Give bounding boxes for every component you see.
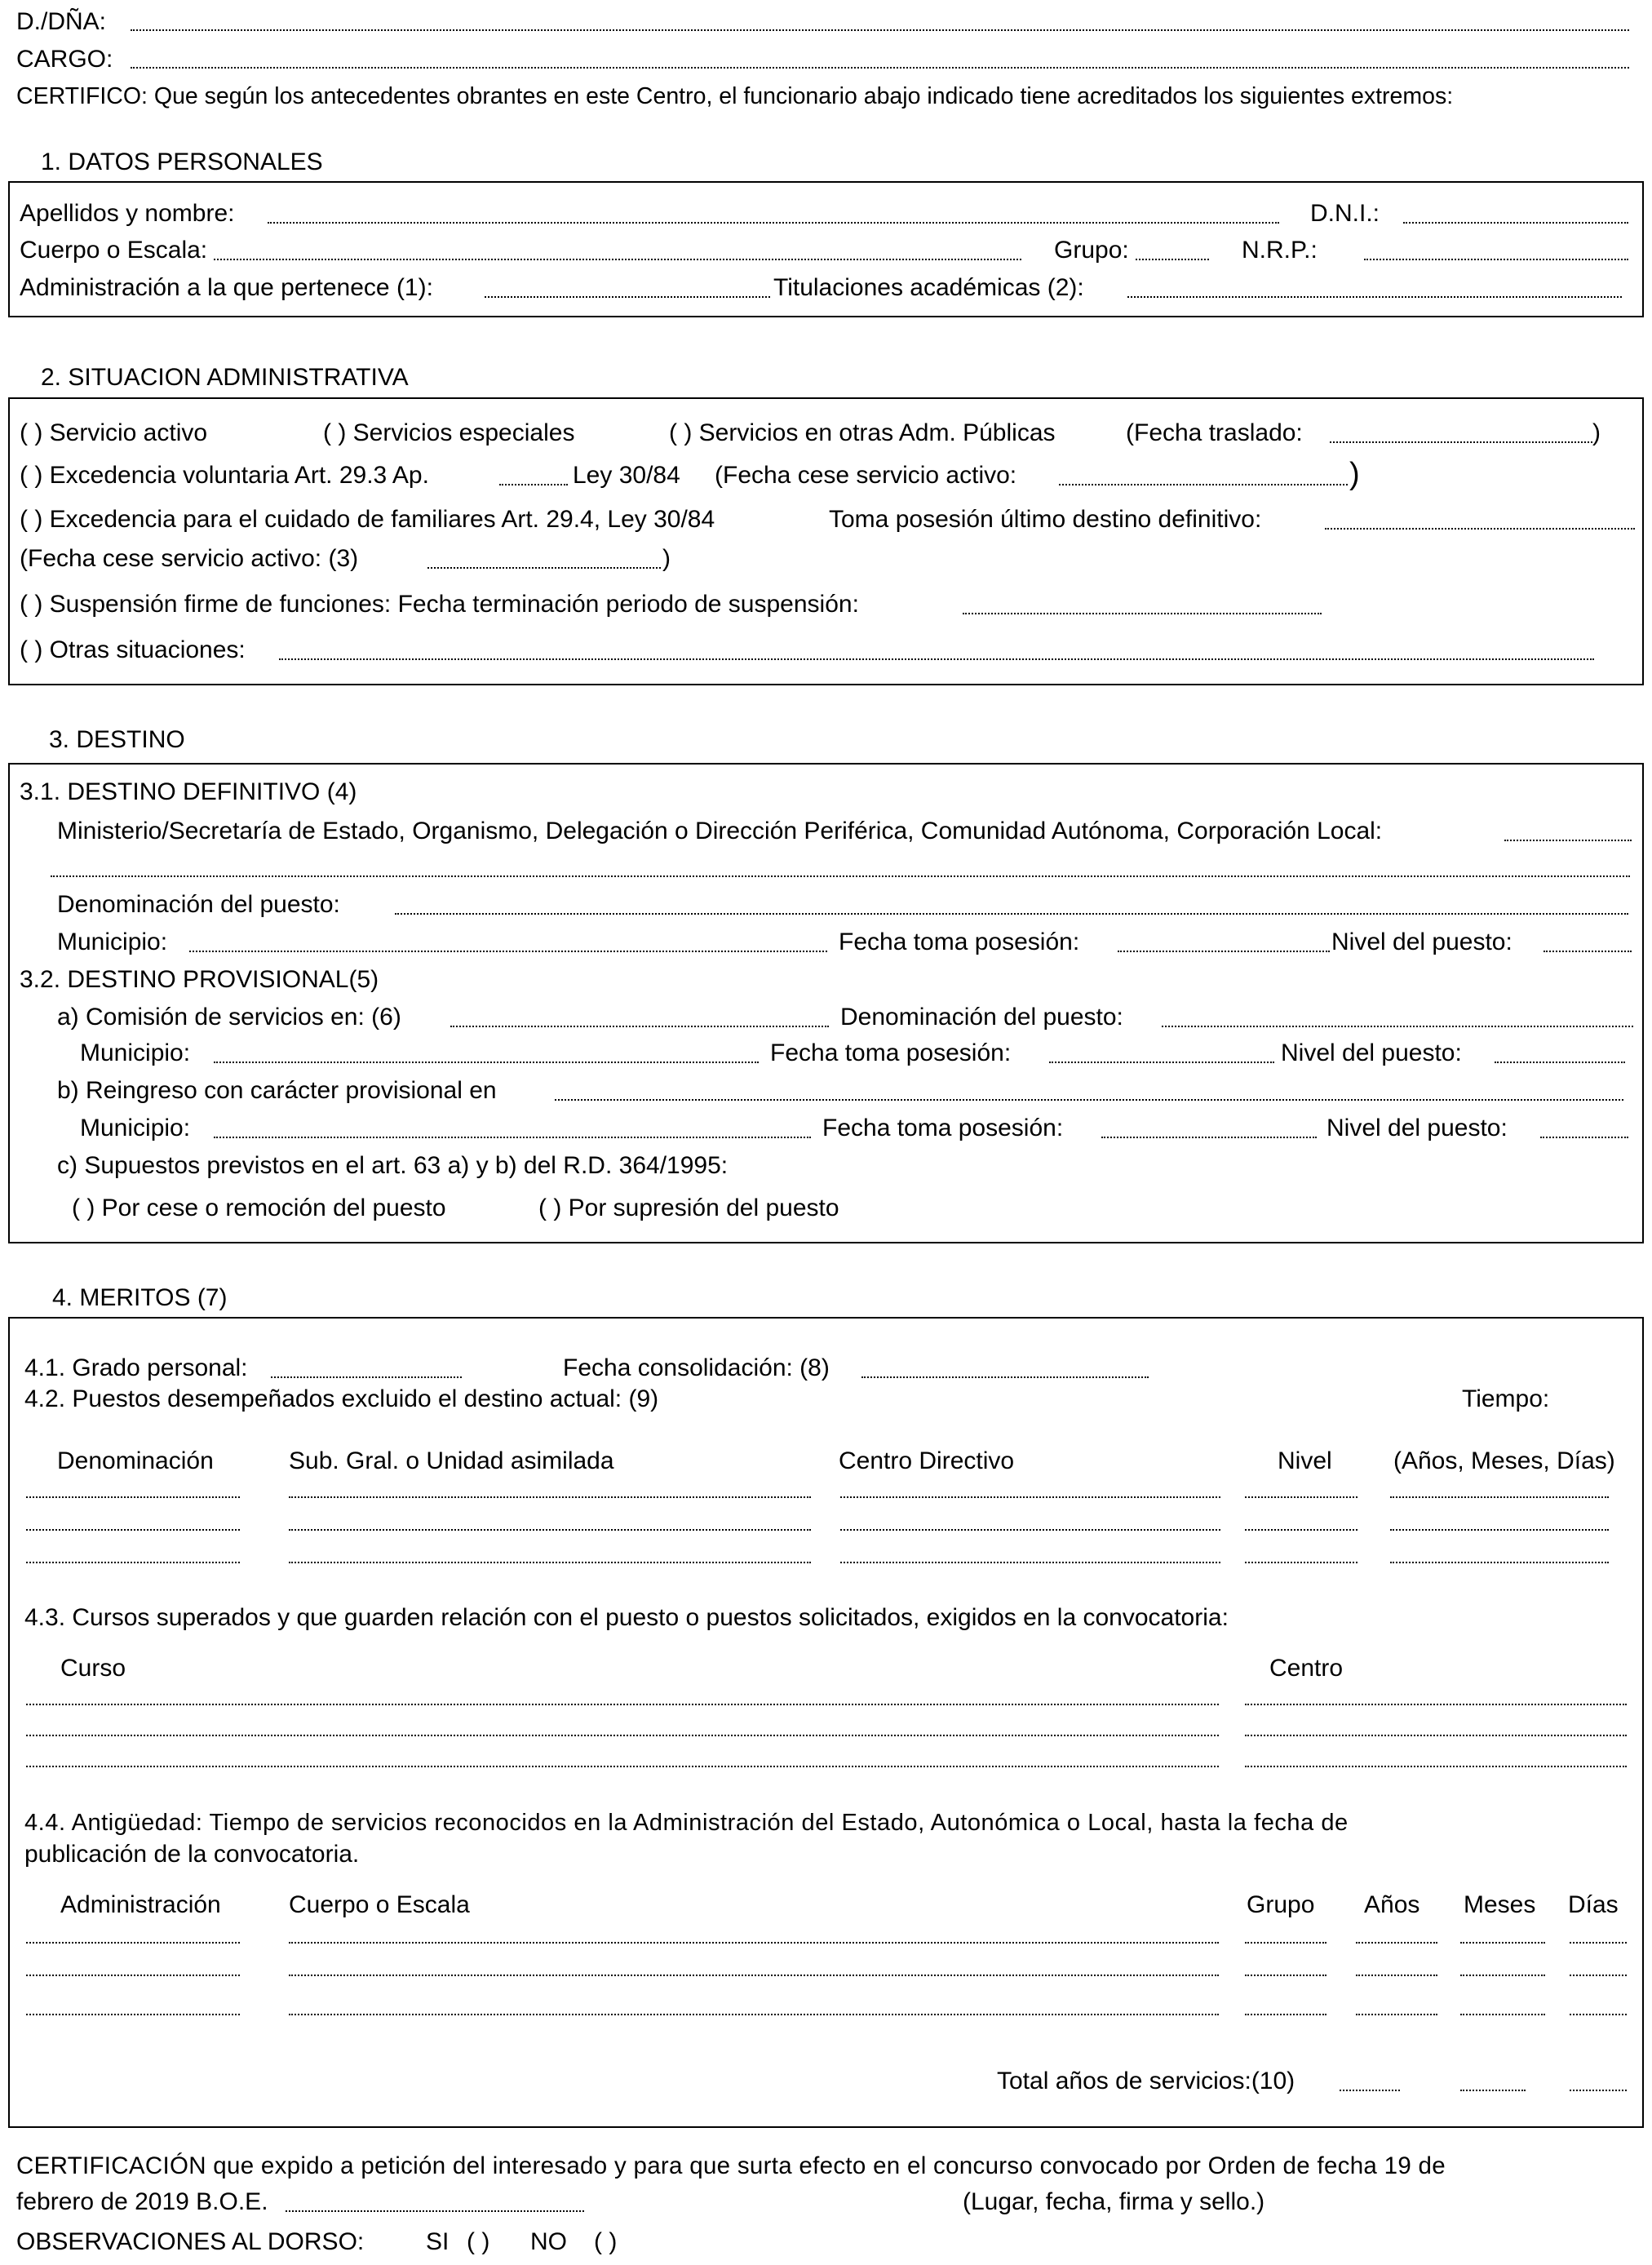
destino-provisional-title: 3.2. DESTINO PROVISIONAL(5) — [20, 966, 379, 993]
antig-cell-r1-c6[interactable] — [1570, 1942, 1627, 1944]
certificacion-line1: CERTIFICACIÓN que expido a petición del interesado y para que surta efecto en el concurso convocado por Orden de fecha 19 de — [16, 2152, 1446, 2179]
section-3-title: 3. DESTINO — [49, 726, 185, 753]
antig-cell-r3-c3[interactable] — [1245, 2014, 1326, 2015]
servicios-otras-option[interactable]: ( ) Servicios en otras Adm. Públicas — [669, 419, 1056, 446]
apellidos-label: Apellidos y nombre: — [20, 200, 235, 227]
col-anios: Años — [1364, 1891, 1420, 1918]
comision-municipio-field[interactable] — [214, 1062, 759, 1063]
otras-situaciones-field[interactable] — [279, 658, 1594, 660]
fecha-consolidacion-field[interactable] — [861, 1376, 1149, 1378]
antig-cell-r3-c2[interactable] — [289, 2014, 1219, 2015]
antig-cell-r2-c3[interactable] — [1245, 1975, 1326, 1976]
si-checkbox[interactable]: ( ) — [467, 2228, 490, 2255]
col-dias: Días — [1568, 1891, 1619, 1918]
titulaciones-label: Titulaciones académicas (2): — [773, 274, 1084, 301]
fecha-cese-3-label: (Fecha cese servicio activo: (3) — [20, 545, 359, 572]
tiempo-label: Tiempo: — [1462, 1385, 1550, 1412]
certifico-text: CERTIFICO: Que según los antecedentes obrantes en este Centro, el funcionario abajo indicado tiene acreditados los siguientes extremos: — [16, 83, 1454, 109]
destino-definitivo-title: 3.1. DESTINO DEFINITIVO (4) — [20, 778, 357, 805]
excedencia-cuidado-option[interactable]: ( ) Excedencia para el cuidado de familiares Art. 29.4, Ley 30/84 — [20, 506, 715, 533]
antig-cell-r1-c1[interactable] — [26, 1942, 240, 1944]
fecha-consolidacion-label: Fecha consolidación: (8) — [563, 1354, 830, 1381]
comision-fecha-field[interactable] — [1049, 1062, 1274, 1063]
antig-cell-r2-c5[interactable] — [1460, 1975, 1545, 1976]
section-4-title: 4. MERITOS (7) — [52, 1284, 228, 1311]
puestos-cell-r1-c2[interactable] — [289, 1496, 811, 1498]
antig-cell-r2-c4[interactable] — [1356, 1975, 1437, 1976]
supuestos-label: c) Supuestos previstos en el art. 63 a) y b) del R.D. 364/1995: — [57, 1152, 729, 1179]
fecha-cese-field[interactable] — [1059, 484, 1348, 485]
section-4-box — [8, 1317, 1644, 2128]
otras-situaciones-option[interactable]: ( ) Otras situaciones: — [20, 636, 246, 663]
toma-posesion-field[interactable] — [1325, 528, 1635, 530]
reingreso-fecha-field[interactable] — [1101, 1137, 1317, 1138]
total-meses-field[interactable] — [1460, 2090, 1526, 2091]
reingreso-field[interactable] — [555, 1099, 1623, 1101]
grupo-label: Grupo: — [1054, 237, 1129, 264]
apellidos-field[interactable] — [268, 222, 1279, 224]
lugar-fecha-firma: (Lugar, fecha, firma y sello.) — [963, 2188, 1265, 2215]
nrp-field[interactable] — [1364, 259, 1628, 260]
col-administracion: Administración — [60, 1891, 221, 1918]
antig-cell-r1-c4[interactable] — [1356, 1942, 1437, 1944]
grado-label: 4.1. Grado personal: — [24, 1354, 248, 1381]
administracion-label: Administración a la que pertenece (1): — [20, 274, 433, 301]
fecha-traslado-close: ) — [1592, 419, 1601, 446]
grado-field[interactable] — [271, 1376, 462, 1378]
comision-fecha-label: Fecha toma posesión: — [770, 1039, 1012, 1066]
toma-posesion-label: Toma posesión último destino definitivo: — [829, 506, 1262, 533]
antig-cell-r2-c6[interactable] — [1570, 1975, 1627, 1976]
antig-cell-r3-c4[interactable] — [1356, 2014, 1437, 2015]
col-cuerpo: Cuerpo o Escala — [289, 1891, 470, 1918]
comision-denominacion-label: Denominación del puesto: — [840, 1004, 1123, 1031]
cursos-cell-r1-c1[interactable] — [26, 1704, 1219, 1705]
puestos-cell-r1-c4[interactable] — [1245, 1496, 1357, 1498]
puestos-cell-r1-c5[interactable] — [1390, 1496, 1609, 1498]
suspension-field[interactable] — [963, 613, 1322, 614]
puestos-cell-r3-c2[interactable] — [289, 1562, 811, 1563]
fecha-toma-label: Fecha toma posesión: — [839, 929, 1080, 955]
col-denominacion: Denominación — [57, 1447, 214, 1474]
supresion-option[interactable]: ( ) Por supresión del puesto — [538, 1195, 839, 1221]
puestos-cell-r3-c3[interactable] — [840, 1562, 1220, 1563]
antig-cell-r2-c2[interactable] — [289, 1975, 1219, 1976]
section-1-title: 1. DATOS PERSONALES — [41, 148, 323, 175]
nivel-label: Nivel del puesto: — [1331, 929, 1512, 955]
nivel-field[interactable] — [1543, 951, 1632, 952]
reingreso-nivel-field[interactable] — [1540, 1137, 1628, 1138]
puestos-cell-r1-c1[interactable] — [26, 1496, 240, 1498]
cursos-cell-r3-c2[interactable] — [1245, 1766, 1627, 1767]
nrp-label: N.R.P.: — [1242, 237, 1318, 264]
total-label: Total años de servicios:(10) — [997, 2068, 1295, 2094]
fecha-toma-field[interactable] — [1118, 951, 1330, 952]
fecha-cese-label: (Fecha cese servicio activo: — [715, 462, 1017, 489]
reingreso-nivel-label: Nivel del puesto: — [1326, 1115, 1508, 1141]
cursos-label: 4.3. Cursos superados y que guarden relación con el puesto o puestos solicitados, exigidos en la convocatoria: — [24, 1604, 1229, 1631]
comision-label: a) Comisión de servicios en: (6) — [57, 1004, 401, 1031]
comision-nivel-field[interactable] — [1495, 1062, 1625, 1063]
antig-cell-r2-c1[interactable] — [26, 1975, 240, 1976]
ministerio-label: Ministerio/Secretaría de Estado, Organismo, Delegación o Dirección Periférica, Comunidad Autónoma, Corporación Local: — [57, 818, 1383, 844]
comision-field[interactable] — [450, 1026, 829, 1027]
no-checkbox[interactable]: ( ) — [594, 2228, 618, 2255]
comision-denominacion-field[interactable] — [1162, 1026, 1633, 1027]
puestos-cell-r2-c4[interactable] — [1245, 1529, 1357, 1531]
puestos-cell-r3-c5[interactable] — [1390, 1562, 1609, 1563]
puestos-cell-r2-c2[interactable] — [289, 1529, 811, 1531]
col-grupo: Grupo — [1247, 1891, 1315, 1918]
reingreso-fecha-label: Fecha toma posesión: — [822, 1115, 1064, 1141]
dna-field[interactable] — [131, 29, 1629, 31]
puestos-label: 4.2. Puestos desempeñados excluido el destino actual: (9) — [24, 1385, 659, 1412]
servicio-activo-option[interactable]: ( ) Servicio activo — [20, 419, 208, 446]
si-label: SI — [426, 2228, 450, 2255]
puestos-cell-r2-c3[interactable] — [840, 1529, 1220, 1531]
antig-cell-r1-c3[interactable] — [1245, 1942, 1326, 1944]
col-centro-directivo: Centro Directivo — [839, 1447, 1015, 1474]
dni-label: D.N.I.: — [1310, 200, 1380, 227]
puestos-cell-r3-c1[interactable] — [26, 1562, 240, 1563]
reingreso-municipio-label: Municipio: — [80, 1115, 191, 1141]
col-amd: (Años, Meses, Días) — [1393, 1447, 1615, 1474]
antig-cell-r3-c1[interactable] — [26, 2014, 240, 2015]
boe-field[interactable] — [286, 2210, 584, 2212]
municipio-field[interactable] — [189, 951, 827, 952]
cargo-label: CARGO: — [16, 46, 113, 73]
col-curso: Curso — [60, 1655, 126, 1682]
servicios-especiales-option[interactable]: ( ) Servicios especiales — [323, 419, 575, 446]
antiguedad-line2: publicación de la convocatoria. — [24, 1841, 360, 1868]
cursos-cell-r1-c2[interactable] — [1245, 1704, 1627, 1705]
puestos-cell-r3-c4[interactable] — [1245, 1562, 1357, 1563]
reingreso-municipio-field[interactable] — [214, 1137, 811, 1138]
fecha-traslado-field[interactable] — [1330, 441, 1592, 443]
comision-municipio-label: Municipio: — [80, 1039, 191, 1066]
puestos-cell-r2-c5[interactable] — [1390, 1529, 1609, 1531]
ministerio-field[interactable] — [1504, 840, 1632, 841]
suspension-option[interactable]: ( ) Suspensión firme de funciones: Fecha terminación periodo de suspensión: — [20, 591, 859, 618]
apartado-field[interactable] — [499, 484, 568, 485]
antig-cell-r3-c6[interactable] — [1570, 2014, 1627, 2015]
antig-cell-r3-c5[interactable] — [1460, 2014, 1545, 2015]
certificacion-line2: febrero de 2019 B.O.E. — [16, 2188, 268, 2215]
fecha-cese-close: ) — [1349, 457, 1360, 491]
dni-field[interactable] — [1403, 222, 1628, 224]
observaciones-label: OBSERVACIONES AL DORSO: — [16, 2228, 365, 2255]
fecha-cese-3-field[interactable] — [427, 567, 661, 569]
cuerpo-field[interactable] — [214, 259, 1021, 260]
puestos-cell-r2-c1[interactable] — [26, 1529, 240, 1531]
reingreso-label: b) Reingreso con carácter provisional en — [57, 1077, 497, 1104]
fecha-traslado-label: (Fecha traslado: — [1126, 419, 1303, 446]
no-label: NO — [530, 2228, 567, 2255]
fecha-cese-3-close: ) — [662, 545, 671, 572]
denominacion-label: Denominación del puesto: — [57, 891, 340, 918]
cese-remocion-option[interactable]: ( ) Por cese o remoción del puesto — [72, 1195, 446, 1221]
ministerio-field-line2[interactable] — [51, 875, 1630, 877]
antiguedad-line1: 4.4. Antigüedad: Tiempo de servicios reconocidos en la Administración del Estado, Autonómica o Local, hasta la fecha de — [24, 1810, 1349, 1836]
cuerpo-label: Cuerpo o Escala: — [20, 237, 208, 264]
excedencia-voluntaria-option[interactable]: ( ) Excedencia voluntaria Art. 29.3 Ap. — [20, 462, 429, 489]
denominacion-field[interactable] — [395, 913, 1628, 915]
col-subgral: Sub. Gral. o Unidad asimilada — [289, 1447, 614, 1474]
puestos-cell-r1-c3[interactable] — [840, 1496, 1220, 1498]
grupo-field[interactable] — [1136, 259, 1209, 260]
total-anios-field[interactable] — [1340, 2090, 1400, 2091]
total-dias-field[interactable] — [1570, 2090, 1627, 2091]
cargo-field[interactable] — [131, 67, 1629, 69]
section-2-title: 2. SITUACION ADMINISTRATIVA — [41, 364, 409, 391]
municipio-label: Municipio: — [57, 929, 168, 955]
cursos-cell-r2-c1[interactable] — [26, 1735, 1219, 1736]
cursos-cell-r3-c1[interactable] — [26, 1766, 1219, 1767]
col-nivel: Nivel — [1278, 1447, 1332, 1474]
col-meses: Meses — [1464, 1891, 1536, 1918]
titulaciones-field[interactable] — [1127, 296, 1622, 298]
comision-nivel-label: Nivel del puesto: — [1281, 1039, 1462, 1066]
antig-cell-r1-c2[interactable] — [289, 1942, 1219, 1944]
ley-label: Ley 30/84 — [573, 462, 680, 489]
dna-label: D./DÑA: — [16, 8, 107, 35]
cursos-cell-r2-c2[interactable] — [1245, 1735, 1627, 1736]
antig-cell-r1-c5[interactable] — [1460, 1942, 1545, 1944]
administracion-field[interactable] — [485, 296, 770, 298]
col-centro: Centro — [1269, 1655, 1344, 1682]
